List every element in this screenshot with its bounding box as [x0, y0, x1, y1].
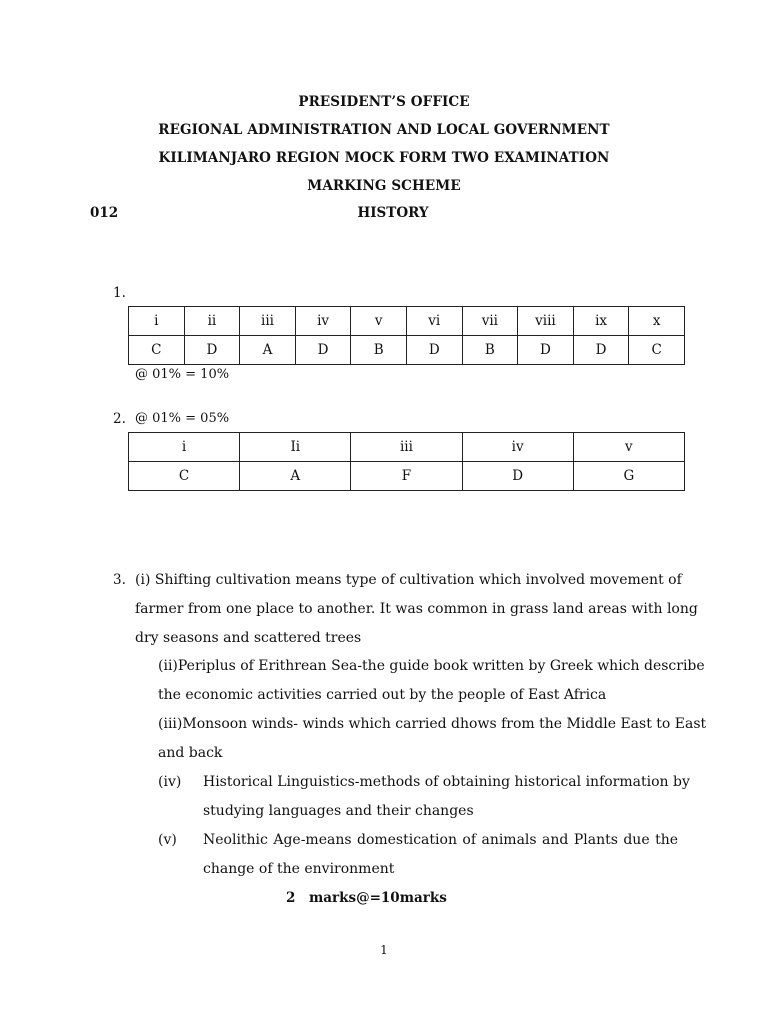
table-row: [129, 336, 685, 365]
question-2-number: 2.: [113, 411, 126, 427]
table-header-cell: iii: [351, 433, 462, 462]
question-3-marks-count: 2: [286, 890, 296, 906]
question-2-table: [128, 432, 685, 491]
table-header-cell: Ii: [240, 433, 351, 462]
header-marking-scheme: MARKING SCHEME: [307, 178, 461, 194]
answer-cell: B: [351, 336, 407, 365]
table-row: [129, 307, 685, 336]
answer-cell: D: [573, 336, 629, 365]
text-line: farmer from one place to another. It was common in grass land areas with long: [135, 601, 698, 617]
header-presidents-office: PRESIDENT’S OFFICE: [298, 94, 470, 110]
answer-cell: D: [406, 336, 462, 365]
answer-cell: D: [295, 336, 351, 365]
text-line: Historical Linguistics-methods of obtaining historical information by: [203, 774, 690, 790]
text-line: change of the environment: [203, 861, 395, 877]
page-number: 1: [380, 943, 388, 957]
text-line: (ii)Periplus of Erithrean Sea-the guide book written by Greek which describe: [158, 658, 705, 674]
table-header-cell: ii: [184, 307, 240, 336]
table-header-cell: i: [129, 307, 185, 336]
text-line: studying languages and their changes: [203, 803, 474, 819]
table-header-cell: x: [629, 307, 685, 336]
table-header-cell: iii: [240, 307, 296, 336]
question-3-number: 3.: [113, 572, 126, 588]
answer-cell: D: [184, 336, 240, 365]
answer-cell: C: [129, 462, 240, 491]
subject-name: HISTORY: [357, 205, 429, 221]
subject-code: 012: [90, 205, 119, 221]
answer-cell: G: [573, 462, 684, 491]
table-header-cell: i: [129, 433, 240, 462]
answer-3-v-label: (v): [158, 832, 177, 848]
text-line: (iii)Monsoon winds- winds which carried dhows from the Middle East to East: [158, 716, 707, 732]
table-header-cell: v: [573, 433, 684, 462]
table-header-cell: ix: [573, 307, 629, 336]
answer-3-iv-label: (iv): [158, 774, 182, 790]
question-1-table: [128, 306, 685, 365]
question-1-number: 1.: [113, 285, 126, 301]
question-2-marks-note: @ 01% = 05%: [135, 411, 230, 426]
answer-cell: D: [518, 336, 574, 365]
header-exam-title: KILIMANJARO REGION MOCK FORM TWO EXAMINATION: [158, 150, 610, 166]
text-line: Neolithic Age-means domestication of animals and Plants due the: [203, 832, 678, 848]
text-line: and back: [158, 745, 223, 761]
answer-cell: D: [462, 462, 573, 491]
table-row: [129, 433, 685, 462]
table-header-cell: vii: [462, 307, 518, 336]
table-header-cell: v: [351, 307, 407, 336]
answer-cell: C: [629, 336, 685, 365]
answer-cell: B: [462, 336, 518, 365]
answer-cell: C: [129, 336, 185, 365]
table-header-cell: vi: [406, 307, 462, 336]
answer-3-i: [135, 566, 698, 653]
answer-cell: A: [240, 336, 296, 365]
answer-3-iii: [158, 710, 707, 768]
text-line: the economic activities carried out by the people of East Africa: [158, 687, 607, 703]
answer-cell: A: [240, 462, 351, 491]
answer-3-iv: [203, 768, 690, 826]
answer-cell: F: [351, 462, 462, 491]
answer-3-ii: [158, 652, 705, 710]
header-regional-admin: REGIONAL ADMINISTRATION AND LOCAL GOVERNMENT: [158, 122, 610, 138]
table-header-cell: iv: [295, 307, 351, 336]
table-header-cell: iv: [462, 433, 573, 462]
table-header-cell: viii: [518, 307, 574, 336]
answer-3-v: [203, 826, 678, 884]
text-line: (i) Shifting cultivation means type of cultivation which involved movement of: [135, 572, 682, 588]
question-3-marks-text: marks@=10marks: [309, 890, 447, 906]
text-line: dry seasons and scattered trees: [135, 630, 362, 646]
question-1-marks-note: @ 01% = 10%: [135, 367, 230, 382]
table-row: [129, 462, 685, 491]
